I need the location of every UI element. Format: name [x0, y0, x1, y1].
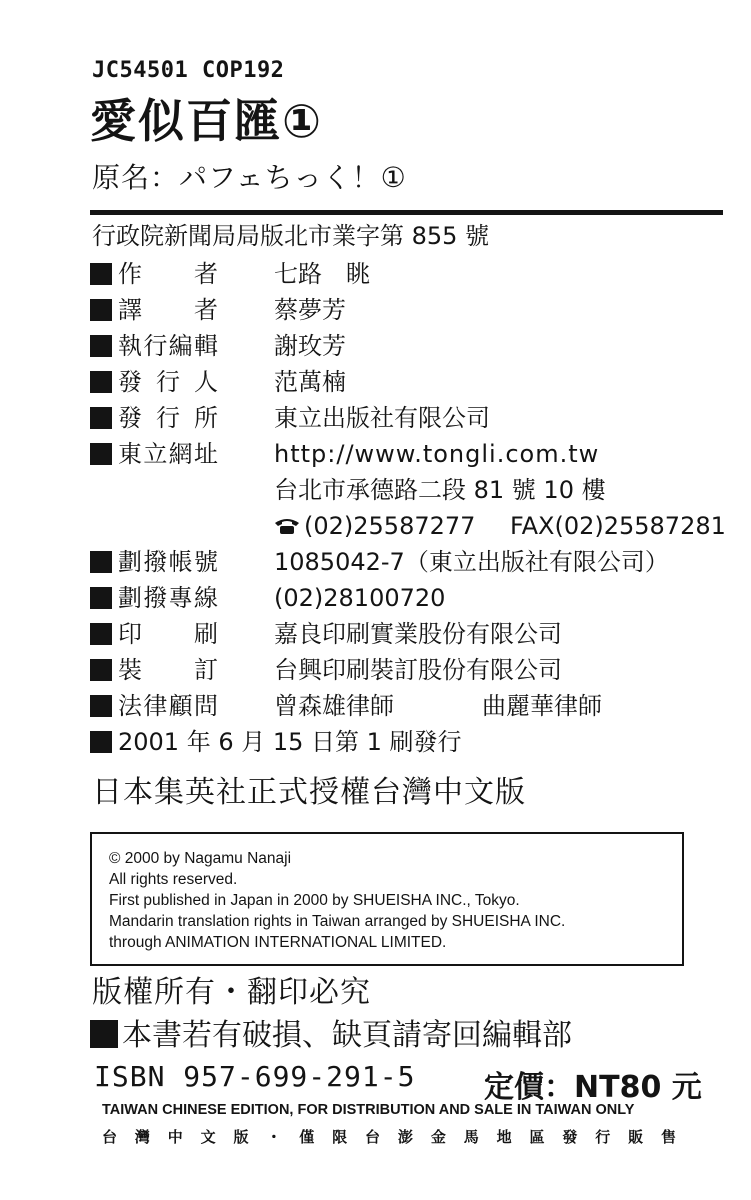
black-square-bullet — [90, 1020, 118, 1048]
phone-number: (02)25587277 — [304, 512, 476, 540]
credit-label: 譯 者 — [118, 296, 218, 324]
black-square-bullet — [90, 623, 112, 645]
black-square-bullet — [90, 371, 112, 393]
credit-label: 裝 訂 — [118, 656, 218, 684]
credit-value: 七路 眺 — [274, 260, 370, 288]
website-url[interactable]: http://www.tongli.com.tw — [274, 440, 600, 468]
black-square-bullet — [90, 659, 112, 681]
authorization-statement: 日本集英社正式授權台灣中文版 — [92, 775, 526, 810]
black-square-bullet — [90, 695, 112, 717]
black-square-bullet — [90, 335, 112, 357]
credit-value: 1085042-7（東立出版社有限公司） — [274, 548, 669, 576]
credit-value: (02)28100720 — [274, 584, 446, 612]
product-code: JC54501 COP192 — [92, 58, 285, 83]
credit-label: 印 刷 — [118, 620, 218, 648]
copyright-box — [90, 832, 684, 966]
edition-english: TAIWAN CHINESE EDITION, FOR DISTRIBUTION AND SALE IN TAIWAN ONLY — [102, 1102, 635, 1118]
edition-chinese: 台灣中文版・僅限台澎金馬地區發行販售 — [102, 1128, 676, 1146]
credit-label: 劃撥專線 — [118, 584, 218, 612]
license-number: 行政院新聞局局版北市業字第 855 號 — [92, 222, 490, 250]
title-divider — [90, 210, 723, 215]
credit-value: 蔡夢芳 — [274, 296, 346, 324]
damage-notice-text: 本書若有破損、缺頁請寄回編輯部 — [122, 1018, 572, 1053]
price: 定價：NT80 元 — [484, 1070, 702, 1105]
rights-reserved: 版權所有・翻印必究 — [92, 975, 371, 1010]
credit-value: 謝玫芳 — [274, 332, 346, 360]
black-square-bullet — [90, 407, 112, 429]
credit-value: 東立出版社有限公司 — [274, 404, 490, 432]
credit-value-secondary: 曲麗華律師 — [482, 692, 602, 720]
address: 台北市承德路二段 81 號 10 樓 — [274, 476, 606, 504]
copyright-line: through ANIMATION INTERNATIONAL LIMITED. — [109, 934, 447, 951]
credit-value: 范萬楠 — [274, 368, 346, 396]
credit-label: 執行編輯 — [118, 332, 218, 360]
black-square-bullet — [90, 551, 112, 573]
black-square-bullet — [90, 299, 112, 321]
credit-label: 劃撥帳號 — [118, 548, 218, 576]
credit-label: 發行所 — [118, 404, 218, 432]
copyright-line: © 2000 by Nagamu Nanaji — [109, 850, 292, 867]
telephone-icon — [274, 517, 300, 535]
copyright-line: First published in Japan in 2000 by SHUEISHA INC., Tokyo. — [109, 892, 520, 909]
credit-label: 發行人 — [118, 368, 218, 396]
publish-date: 2001 年 6 月 15 日第 1 刷發行 — [118, 728, 462, 756]
fax-number: FAX(02)25587281 — [510, 512, 726, 540]
copyright-line: All rights reserved. — [109, 871, 238, 888]
black-square-bullet — [90, 443, 112, 465]
credit-value: 台興印刷裝訂股份有限公司 — [274, 656, 562, 684]
credit-label: 法律顧問 — [118, 692, 218, 720]
credit-value: 曾森雄律師 — [274, 692, 394, 720]
credit-label: 作 者 — [118, 260, 218, 288]
copyright-line: Mandarin translation rights in Taiwan arranged by SHUEISHA INC. — [109, 913, 566, 930]
black-square-bullet — [90, 731, 112, 753]
credit-label: 東立網址 — [118, 440, 218, 468]
black-square-bullet — [90, 587, 112, 609]
book-title: 愛似百匯① — [90, 94, 323, 148]
credit-value: 嘉良印刷實業股份有限公司 — [274, 620, 562, 648]
original-title: 原名：パフェちっく！① — [92, 161, 407, 194]
black-square-bullet — [90, 263, 112, 285]
damage-notice — [90, 1020, 572, 1051]
isbn: ISBN 957-699-291-5 — [94, 1060, 416, 1093]
